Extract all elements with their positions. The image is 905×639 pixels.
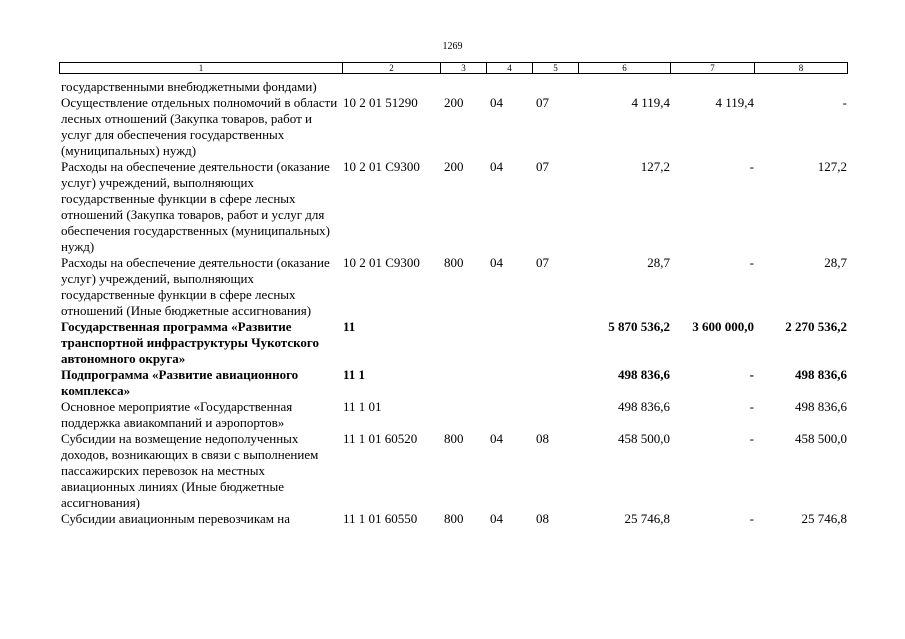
row-col8-cell: 458 500,0	[795, 431, 847, 446]
row-name-cell: Подпрограмма «Развитие авиационного комплекса»	[61, 367, 299, 398]
header-cell: 2	[343, 63, 441, 74]
row-code-cell: 11 1	[343, 367, 366, 382]
table-row	[59, 399, 847, 431]
budget-table	[59, 79, 847, 527]
row-pr-cell	[532, 79, 578, 95]
row-col8-cell: 498 836,6	[795, 367, 847, 382]
row-col7-cell: 4 119,4	[715, 95, 754, 110]
table-row	[59, 367, 847, 399]
row-col8-cell	[754, 79, 847, 95]
row-col7-cell: 3 600 000,0	[692, 319, 754, 334]
row-name-cell: Субсидии на возмещение недополученных доходов, возникающих в связи с выполнением пассажирских перевозок на местных авиационных линиях (Иные бюджетные ассигнования)	[61, 431, 319, 510]
row-vr-cell	[440, 79, 486, 95]
row-total-cell: 458 500,0	[618, 431, 670, 446]
row-code-cell: 10 2 01 51290	[343, 95, 418, 110]
row-total-cell: 5 870 536,2	[608, 319, 670, 334]
row-pr-cell: 07	[536, 159, 549, 174]
row-col8-cell: 2 270 536,2	[785, 319, 847, 334]
row-vr-cell	[440, 319, 486, 367]
row-code-cell: 10 2 01 С9300	[343, 159, 420, 174]
row-pr-cell: 08	[536, 431, 549, 446]
table-row	[59, 159, 847, 255]
row-pr-cell	[532, 319, 578, 367]
row-rz-cell	[486, 319, 532, 367]
row-name-cell: Осуществление отдельных полномочий в области лесных отношений (Закупка товаров, работ и услуг для обеспечения государственных (муниципальных) нужд)	[61, 95, 338, 158]
row-pr-cell: 08	[536, 511, 549, 526]
row-name-cell: Основное мероприятие «Государственная поддержка авиакомпаний и аэропортов»	[61, 399, 293, 430]
row-rz-cell: 04	[490, 95, 503, 110]
row-total-cell: 25 746,8	[624, 511, 670, 526]
row-rz-cell	[486, 367, 532, 399]
row-name-cell: государственными внебюджетными фондами)	[61, 79, 317, 94]
row-rz-cell: 04	[490, 431, 503, 446]
row-name-cell: Субсидии авиационным перевозчикам на	[61, 511, 290, 526]
row-rz-cell: 04	[490, 159, 503, 174]
row-pr-cell: 07	[536, 95, 549, 110]
row-col7-cell	[670, 79, 754, 95]
row-name-cell: Расходы на обеспечение деятельности (оказание услуг) учреждений, выполняющих государственные функции в сфере лесных отношений (Закупка товаров, работ и услуг для обеспечения государственных (муниципальных) нужд)	[61, 159, 331, 254]
row-pr-cell	[532, 367, 578, 399]
row-vr-cell: 800	[444, 431, 464, 446]
row-col7-cell: -	[749, 511, 754, 526]
table-row	[59, 319, 847, 367]
table-row	[59, 255, 847, 319]
row-code-cell: 11 1 01 60550	[343, 511, 418, 526]
header-cell: 1	[60, 63, 343, 74]
row-total-cell: 28,7	[647, 255, 670, 270]
row-col8-cell: -	[842, 95, 847, 110]
row-rz-cell	[486, 79, 532, 95]
row-name-cell: Расходы на обеспечение деятельности (оказание услуг) учреждений, выполняющих государственные функции в сфере лесных отношений (Иные бюджетные ассигнования)	[61, 255, 330, 318]
row-total-cell: 4 119,4	[631, 95, 670, 110]
header-cell: 3	[441, 63, 487, 74]
table-row	[59, 95, 847, 159]
row-col7-cell: -	[749, 255, 754, 270]
row-col7-cell: -	[749, 159, 754, 174]
row-code-cell: 11 1 01	[343, 399, 382, 414]
row-vr-cell	[440, 367, 486, 399]
row-pr-cell: 07	[536, 255, 549, 270]
table-row	[59, 79, 847, 95]
row-vr-cell: 200	[444, 159, 464, 174]
page-number: 1269	[442, 41, 463, 52]
column-number-header	[59, 62, 848, 74]
header-cell: 5	[533, 63, 579, 74]
row-total-cell: 498 836,6	[618, 399, 670, 414]
row-rz-cell: 04	[490, 255, 503, 270]
table-row	[59, 511, 847, 527]
row-pr-cell	[532, 399, 578, 431]
table-row	[59, 431, 847, 511]
row-rz-cell: 04	[490, 511, 503, 526]
header-cell: 4	[487, 63, 533, 74]
row-col7-cell: -	[749, 431, 754, 446]
row-col8-cell: 127,2	[817, 159, 847, 174]
row-code-cell	[342, 79, 440, 95]
row-col8-cell: 28,7	[824, 255, 847, 270]
header-cell: 7	[671, 63, 755, 74]
row-code-cell: 11	[343, 319, 356, 334]
row-vr-cell: 200	[444, 95, 464, 110]
row-name-cell: Государственная программа «Развитие транспортной инфраструктуры Чукотского автономного округа»	[61, 319, 320, 366]
row-col8-cell: 25 746,8	[801, 511, 847, 526]
row-col8-cell: 498 836,6	[795, 399, 847, 414]
row-code-cell: 11 1 01 60520	[343, 431, 418, 446]
row-code-cell: 10 2 01 С9300	[343, 255, 420, 270]
row-vr-cell	[440, 399, 486, 431]
row-total-cell	[578, 79, 670, 95]
row-rz-cell	[486, 399, 532, 431]
row-vr-cell: 800	[444, 511, 464, 526]
header-cell: 6	[579, 63, 671, 74]
header-cell: 8	[755, 63, 848, 74]
row-total-cell: 498 836,6	[618, 367, 670, 382]
row-col7-cell: -	[749, 367, 754, 382]
row-vr-cell: 800	[444, 255, 464, 270]
row-total-cell: 127,2	[640, 159, 670, 174]
row-col7-cell: -	[749, 399, 754, 414]
header-row	[60, 63, 848, 74]
